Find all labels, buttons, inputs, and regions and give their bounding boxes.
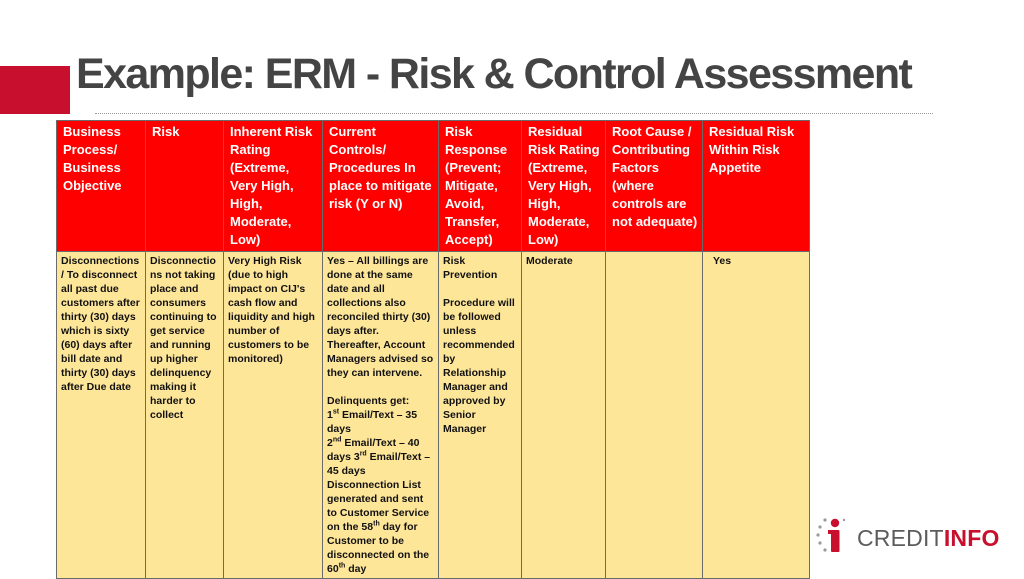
controls-intro: Yes – All billings are done at the same date and all collections also reconciled thirty (30) days after. Thereafter, Account Managers advised so they can intervene. (327, 255, 434, 379)
header-residual-risk-rating: Residual Risk Rating (Extreme, Very High, High, Moderate, Low) (522, 121, 606, 252)
day58-text: day for Customer to be disconnected on the (327, 521, 430, 561)
cell-current-controls (323, 252, 439, 579)
creditinfo-i-logo-icon (813, 514, 857, 560)
cell-residual-rating: Moderate (522, 252, 606, 579)
title-divider (95, 113, 933, 114)
table-header-row (57, 121, 810, 252)
risk-response-body: Procedure will be followed unless recommended by Relationship Manager and approved by Senior Manager (443, 297, 515, 435)
header-business-process: Business Process/ Business Objective (57, 121, 146, 252)
step2-ordinal: 2 (327, 437, 333, 449)
cell-within-appetite: Yes (703, 252, 810, 579)
disconnection-text: Disconnection List generated and sent to Customer Service on the (327, 479, 430, 533)
header-inherent-risk-rating: Inherent Risk Rating (Extreme, Very High, High, Moderate, Low) (224, 121, 323, 252)
creditinfo-logo (857, 525, 1000, 552)
header-within-risk-appetite: Residual Risk Within Risk Appetite (703, 121, 810, 252)
logo-text-light: CREDIT (857, 525, 944, 551)
cell-risk-response (439, 252, 522, 579)
header-risk: Risk (146, 121, 224, 252)
step3-ordinal: 3 (353, 451, 360, 463)
day58-ordinal: 58 (361, 521, 374, 533)
delinquency-steps (327, 408, 435, 576)
step3-text: Email/Text – 45 days (327, 451, 431, 477)
day58-suffix: th (373, 520, 380, 528)
header-current-controls: Current Controls/ Procedures In place to mitigate risk (Y or N) (323, 121, 439, 252)
step2-suffix: nd (332, 436, 342, 444)
day60-text: day (345, 563, 367, 575)
cell-inherent-risk: Very High Risk (due to high impact on CIJ's cash flow and liquidity and high number of customers to be monitored) (224, 252, 323, 579)
risk-response-title: Risk Prevention (443, 255, 498, 281)
day60-suffix: th (338, 562, 346, 570)
slide-title: Example: ERM - Risk & Control Assessment (76, 50, 912, 98)
header-root-cause: Root Cause / Contributing Factors (where controls are not adequate) (606, 121, 703, 252)
step1-text: Email/Text – 35 days (327, 409, 418, 435)
risk-control-table (56, 120, 810, 579)
step3-suffix: rd (359, 450, 367, 458)
delinquents-label: Delinquents get: (327, 395, 410, 407)
logo-text-bold: INFO (943, 525, 1000, 551)
cell-risk: Disconnectio ns not taking place and consumers continuing to get service and running up higher delinquency making it harder to collect (146, 252, 224, 579)
cell-root-cause (606, 252, 703, 579)
table-row (57, 252, 810, 579)
title-accent-bar (0, 66, 70, 114)
step2-text: Email/Text – 40 days (327, 437, 420, 463)
cell-business-process: Disconnections / To disconnect all past due customers after thirty (30) days which is sixty (60) days after bill date and thirty (30) days after Due date (57, 252, 146, 579)
step1-suffix: st (332, 408, 340, 416)
header-risk-response: Risk Response (Prevent; Mitigate, Avoid, Transfer, Accept) (439, 121, 522, 252)
step1-ordinal: 1 (327, 409, 333, 421)
day60-ordinal: 60 (327, 563, 339, 575)
